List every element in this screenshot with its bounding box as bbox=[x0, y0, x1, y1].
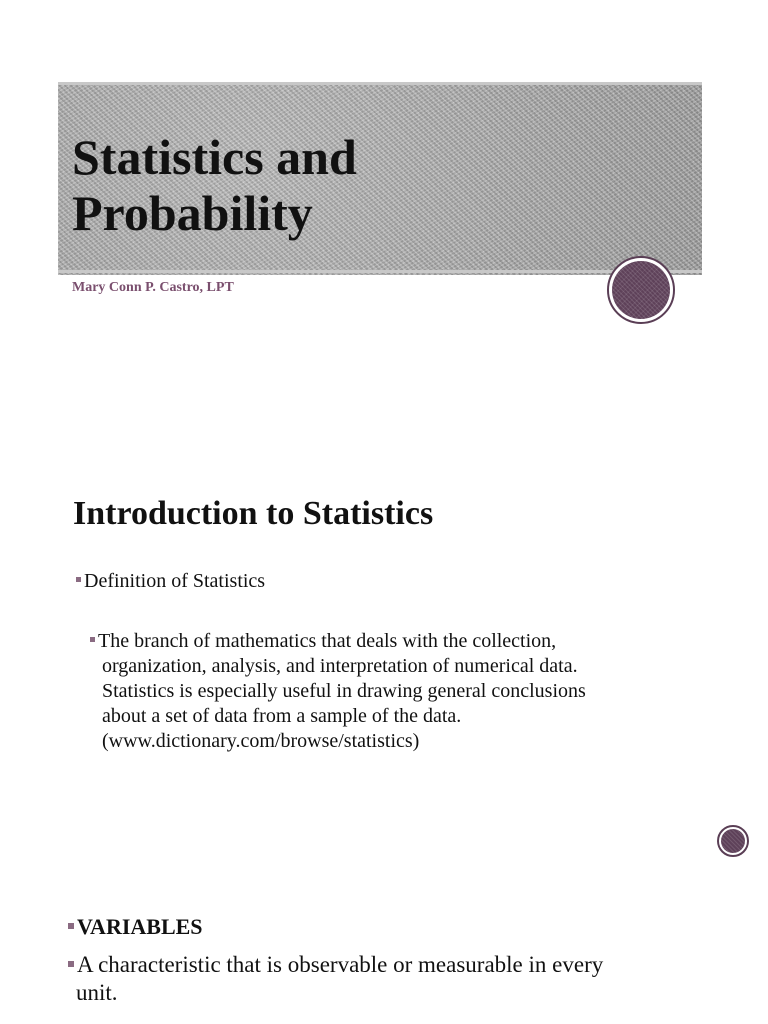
author-name: Mary Conn P. Castro, LPT bbox=[72, 280, 234, 295]
definition-text bbox=[90, 629, 670, 754]
section-heading: Introduction to Statistics bbox=[73, 495, 434, 532]
variables-line-text: A characteristic that is observable or measurable in every bbox=[77, 952, 604, 977]
definition-line: (www.dictionary.com/browse/statistics) bbox=[102, 730, 420, 752]
definition-line bbox=[90, 629, 670, 654]
variables-description bbox=[68, 951, 708, 1007]
definition-line-text: The branch of mathematics that deals with the collection, bbox=[98, 630, 557, 652]
bullet-icon bbox=[76, 577, 81, 582]
bullet-icon bbox=[68, 923, 74, 929]
variables-heading: VARIABLES bbox=[77, 914, 203, 939]
decorative-circle-icon bbox=[717, 825, 749, 857]
slide-title: Statistics and Probability bbox=[72, 129, 357, 241]
variables-line bbox=[68, 951, 708, 979]
definition-line: about a set of data from a sample of the data. bbox=[102, 705, 462, 727]
variables-line: unit. bbox=[76, 980, 118, 1005]
decorative-circle-icon bbox=[607, 256, 675, 324]
bullet-icon bbox=[90, 637, 95, 642]
definition-bullet bbox=[76, 568, 265, 594]
definition-line: Statistics is especially useful in drawing general conclusions bbox=[102, 680, 586, 702]
bullet-icon bbox=[68, 961, 74, 967]
definition-line: organization, analysis, and interpretation of numerical data. bbox=[102, 655, 578, 677]
banner-bottom-border bbox=[58, 270, 702, 273]
title-banner bbox=[58, 85, 702, 275]
definition-label: Definition of Statistics bbox=[84, 570, 266, 592]
variables-bullet bbox=[68, 912, 203, 942]
